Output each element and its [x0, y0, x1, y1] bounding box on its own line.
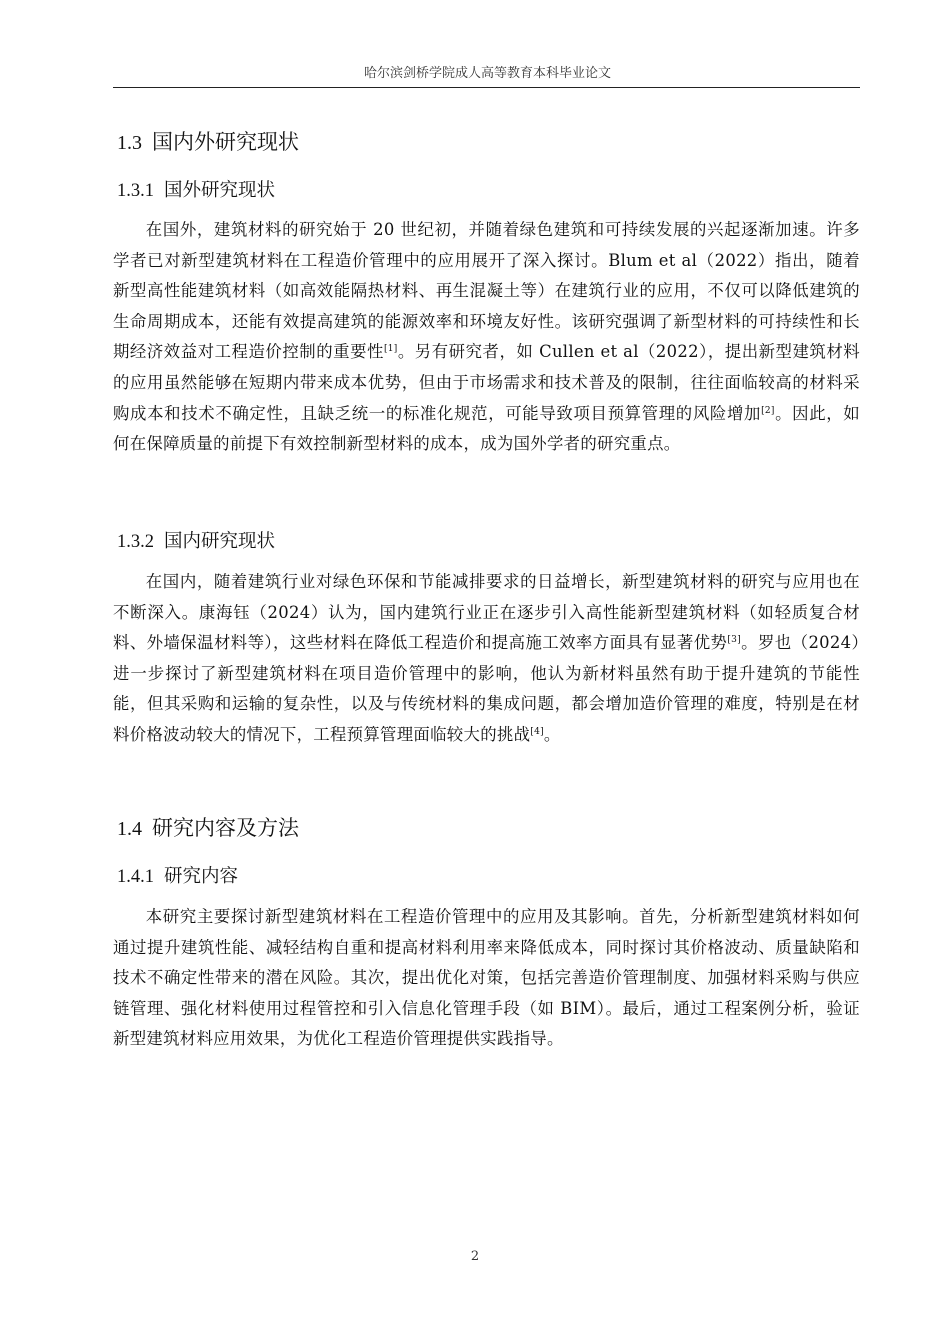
text-segment: 在国内，随着建筑行业对绿色环保和节能减排要求的日益增长，新型建筑材料的研究与应用也在不断深入。康海钰（2024）认为，国内建筑行业正在逐步引入高性能新型建筑材料（如轻质复合材料、外墙保温材料等），这些材料在降低工程造价和提高施工效率方面具有显著优势	[113, 572, 860, 653]
section-title: 研究内容及方法	[152, 816, 299, 840]
section-heading-1-4	[117, 812, 299, 842]
subsection-number: 1.3.2	[117, 532, 154, 552]
subsection-title: 国外研究现状	[164, 180, 276, 201]
subsection-number: 1.4.1	[117, 867, 154, 887]
subsection-heading-1-4-1	[117, 862, 238, 888]
citation-1: [1]	[383, 344, 398, 355]
citation-2: [2]	[761, 405, 775, 416]
subsection-heading-1-3-2	[117, 527, 275, 553]
citation-3: [3]	[727, 635, 742, 646]
text-segment: 。因此，如何在保障质量的前提下有效控制新型材料的成本，成为国外学者的研究重点。	[113, 403, 860, 454]
citation-4: [4]	[530, 726, 544, 737]
text-segment: 在国外，建筑材料的研究始于 20 世纪初，并随着绿色建筑和可持续发展的兴起逐渐加速。许多学者已对新型建筑材料在工程造价管理中的应用展开了深入探讨。Blum et al（2022）指出，随着新型高性能建筑材料（如高效能隔热材料、再生混凝土等）在建筑行业的应用，不仅可以降低建筑的生命周期成本，还能有效提高建筑的能源效率和环境友好性。该研究强调了新型材料的可持续性和长期经济效益对工程造价控制的重要性	[113, 220, 860, 362]
text-segment: 。罗也（2024）进一步探讨了新型建筑材料在项目造价管理中的影响，他认为新材料虽然有助于提升建筑的节能性能，但其采购和运输的复杂性，以及与传统材料的集成问题，都会增加造价管理的难度，特别是在材料价格波动较大的情况下，工程预算管理面临较大的挑战	[113, 633, 860, 744]
page-number: 2	[470, 1249, 480, 1264]
subsection-title: 研究内容	[164, 866, 239, 887]
text-segment: 。	[543, 724, 561, 744]
page-header: 哈尔滨剑桥学院成人高等教育本科毕业论文	[363, 66, 611, 81]
section-number: 1.3	[117, 132, 142, 154]
text-segment: 。另有研究者，如 Cullen et al（2022），提出新型建筑材料的应用虽然能够在短期内带来成本优势，但由于市场需求和技术普及的限制，往往面临较高的材料采购成本和技术不确定性，且缺乏统一的标准化规范，可能导致项目预算管理的风险增加	[113, 342, 860, 423]
paragraph-research-content: 本研究主要探讨新型建筑材料在工程造价管理中的应用及其影响。首先，分析新型建筑材料如何通过提升建筑性能、减轻结构自重和提高材料利用率来降低成本，同时探讨其价格波动、质量缺陷和技术不确定性带来的潜在风险。其次，提出优化对策，包括完善造价管理制度、加强材料采购与供应链管理、强化材料使用过程管控和引入信息化管理手段（如 BIM）。最后，通过工程案例分析，验证新型建筑材料应用效果，为优化工程造价管理提供实践指导。	[113, 907, 860, 1049]
subsection-heading-1-3-1	[117, 176, 275, 202]
subsection-title: 国内研究现状	[164, 531, 276, 552]
subsection-number: 1.3.1	[117, 181, 154, 201]
section-number: 1.4	[117, 818, 142, 840]
paragraph-domestic-research	[113, 567, 860, 751]
paragraph-foreign-research	[113, 215, 860, 460]
section-heading-1-3	[117, 126, 299, 156]
section-title: 国内外研究现状	[152, 130, 299, 154]
header-rule	[113, 87, 860, 88]
